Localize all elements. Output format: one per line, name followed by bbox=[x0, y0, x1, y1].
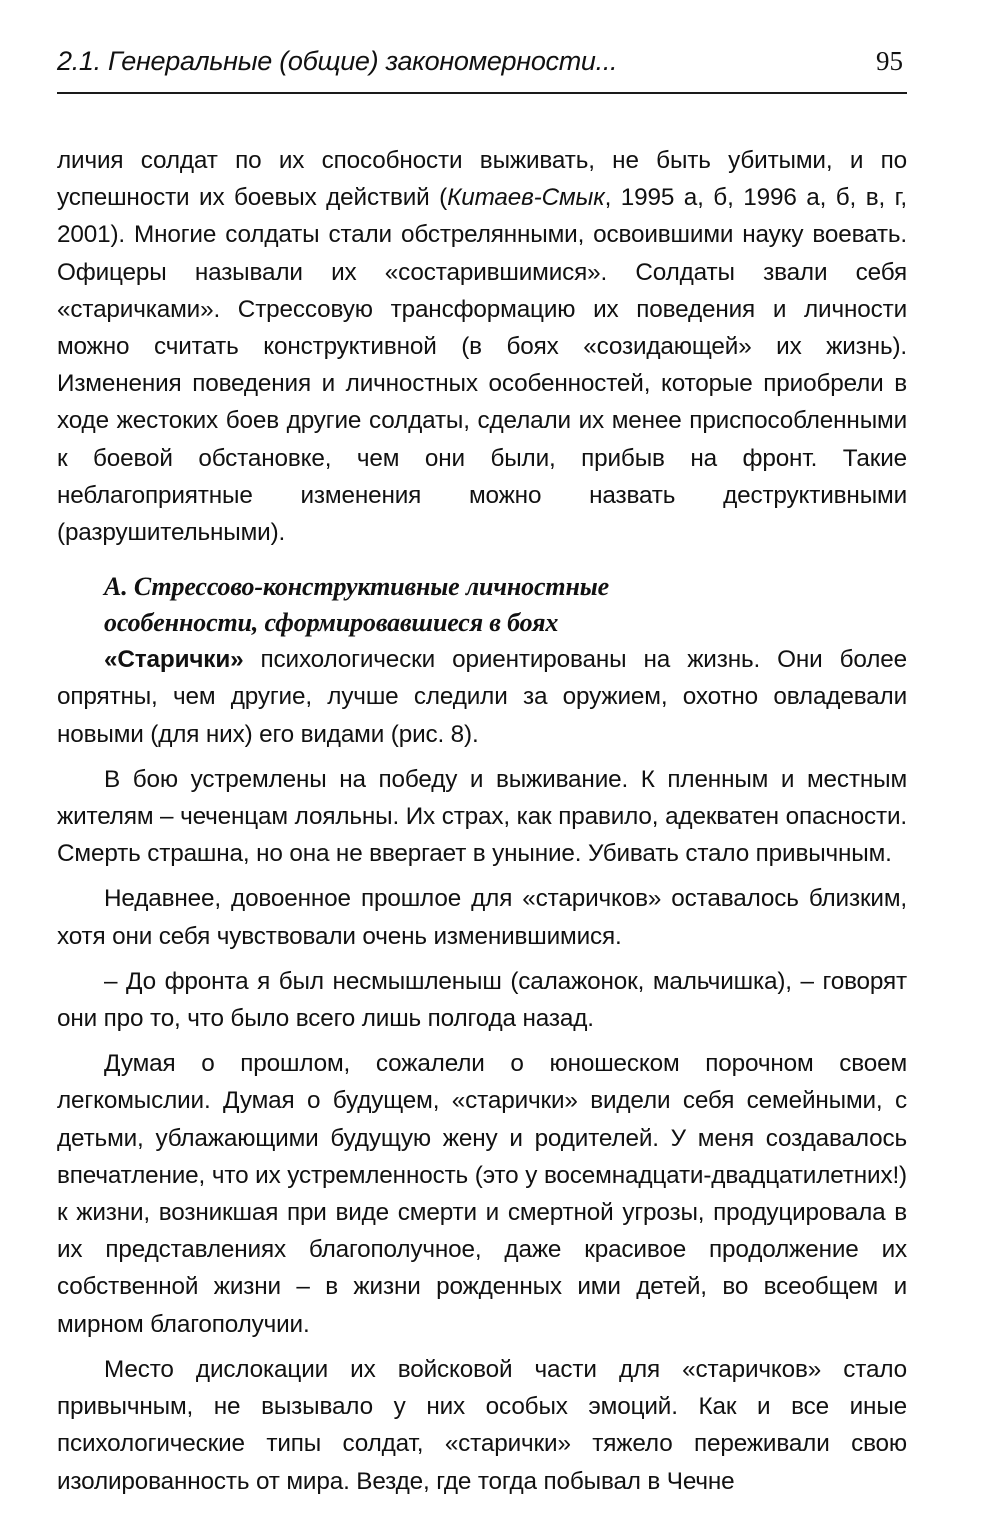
paragraph: – До фронта я был несмышленыш (салажонок, мальчишка), – говорят они про то, что было всего лишь полгода назад. bbox=[57, 967, 907, 1033]
running-head bbox=[57, 40, 907, 94]
paragraph-text: , 1995 а, б, 1996 а, б, в, г, 2001). Многие солдаты стали обстрелянными, освоившими науку воевать. Офицеры называли их «состарившимися». Солдаты звали себя «старичками». Стрессовую трансформацию их поведения и личности можно считать конструктивной (в боях «созидающей» их жизнь). Изменения поведения и личностных особенностей, которые приобрели в ходе жестоких боев другие солдаты, сделали их менее приспособленными к боевой обстановке, чем они были, прибыв на фронт. Такие неблагоприятные изменения можно назвать деструктивными (разрушительными). bbox=[57, 184, 907, 547]
body-text bbox=[57, 142, 907, 1500]
running-title: 2.1. Генеральные (общие) закономерности... bbox=[57, 46, 618, 76]
paragraph: В бою устремлены на победу и выживание. К пленным и местным жителям – чеченцам лояльны. Их страх, как правило, адекватен опасности. Смерть страшна, но она не ввергает в уныние. Убивать стало привычным. bbox=[57, 765, 907, 868]
section-heading-line: особенности, сформировавшиеся в боях bbox=[104, 608, 559, 638]
section-heading bbox=[57, 569, 907, 641]
paragraph: Думая о прошлом, сожалели о юношеском порочном своем легкомыслии. Думая о будущем, «старички» видели себя семейными, с детьми, ублажающими будущую жену и родителей. У меня создавалось впечатление, что их устремленность (это у восемнадцати-двадцатилетних!) к жизни, возникшая при виде смерти и смертной угрозы, продуцировала в их представлениях благополучное, даже красивое продолжение их собственной жизни – в жизни рожденных ими детей, во всеобщем и мирном благополучии. bbox=[57, 1050, 907, 1338]
page-number: 95 bbox=[876, 46, 903, 76]
paragraph-text: личия солдат по их способности выживать, не быть убитыми, и по успешности их боевых действий ( bbox=[57, 147, 907, 212]
paragraph: Место дислокации их войсковой части для «старичков» стало привычным, не вызывало у них особых эмоций. Как и все иные психологические типы солдат, «старички» тяжело переживали свою изолированность от мира. Везде, где тогда побывал в Чечне bbox=[57, 1355, 907, 1495]
paragraph: Недавнее, довоенное прошлое для «старичков» оставалось близким, хотя они себя чувствовали очень изменившимися. bbox=[57, 885, 907, 950]
cited-author: Китаев-Смык bbox=[447, 184, 605, 212]
section-heading-line: А. Стрессово-конструктивные личностные bbox=[104, 572, 610, 602]
paragraph bbox=[57, 641, 907, 753]
bold-lead-term: «Старички» bbox=[104, 646, 244, 674]
paragraph-text: психологически ориентированы на жизнь. Они более опрятны, чем другие, лучше следили за оружием, охотно овладевали новыми (для них) его видами (рис. 8). bbox=[57, 646, 907, 748]
book-page bbox=[57, 40, 907, 1500]
paragraph-continued bbox=[57, 142, 907, 551]
